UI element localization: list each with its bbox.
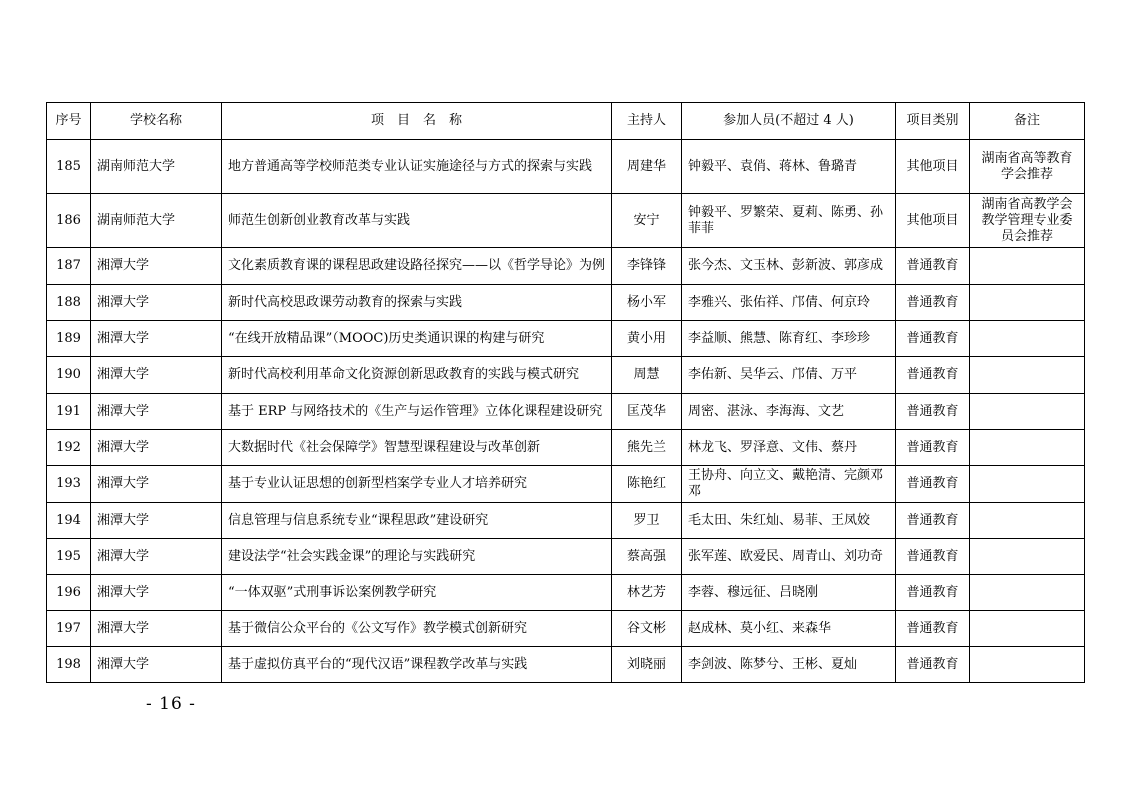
cell-type: 普通教育 [896,466,970,503]
cell-title: 新时代高校利用革命文化资源创新思政教育的实践与模式研究 [222,357,612,394]
cell-school: 湘潭大学 [91,503,222,539]
header-note: 备注 [970,103,1085,140]
cell-no: 194 [47,503,91,539]
table-row [47,321,1085,357]
cell-note [970,539,1085,575]
cell-host: 陈艳红 [612,466,682,503]
cell-type: 普通教育 [896,539,970,575]
cell-title: 基于 ERP 与网络技术的《生产与运作管理》立体化课程建设研究 [222,394,612,430]
cell-members: 李剑波、陈梦兮、王彬、夏灿 [682,647,896,683]
cell-members: 王协舟、向立文、戴艳清、完颜邓邓 [682,466,896,503]
cell-members: 钟毅平、袁俏、蒋林、鲁璐青 [682,140,896,194]
cell-host: 杨小军 [612,285,682,321]
cell-note [970,611,1085,647]
cell-note [970,575,1085,611]
table-row [47,430,1085,466]
cell-members: 周密、湛泳、李海海、文艺 [682,394,896,430]
cell-school: 湘潭大学 [91,321,222,357]
cell-host: 周慧 [612,357,682,394]
project-table [46,102,1085,683]
table-row [47,140,1085,194]
table-row [47,248,1085,285]
cell-host: 林艺芳 [612,575,682,611]
cell-type: 普通教育 [896,647,970,683]
cell-school: 湘潭大学 [91,539,222,575]
cell-no: 185 [47,140,91,194]
cell-type: 普通教育 [896,430,970,466]
cell-title: 基于专业认证思想的创新型档案学专业人才培养研究 [222,466,612,503]
cell-host: 安宁 [612,194,682,248]
cell-type: 普通教育 [896,394,970,430]
cell-note [970,430,1085,466]
cell-note [970,248,1085,285]
cell-members: 张军莲、欧爱民、周青山、刘功奇 [682,539,896,575]
cell-no: 195 [47,539,91,575]
cell-title: 基于虚拟仿真平台的“现代汉语”课程教学改革与实践 [222,647,612,683]
cell-type: 普通教育 [896,321,970,357]
table-row [47,503,1085,539]
cell-type: 普通教育 [896,357,970,394]
cell-no: 188 [47,285,91,321]
cell-host: 李锋锋 [612,248,682,285]
cell-no: 190 [47,357,91,394]
cell-note [970,321,1085,357]
cell-title: 地方普通高等学校师范类专业认证实施途径与方式的探索与实践 [222,140,612,194]
cell-school: 湘潭大学 [91,575,222,611]
cell-type: 其他项目 [896,140,970,194]
table-row [47,466,1085,503]
cell-members: 林龙飞、罗泽意、文伟、蔡丹 [682,430,896,466]
cell-school: 湖南师范大学 [91,194,222,248]
header-school: 学校名称 [91,103,222,140]
cell-members: 毛太田、朱红灿、易菲、王凤姣 [682,503,896,539]
cell-school: 湘潭大学 [91,430,222,466]
cell-title: “一体双驱”式刑事诉讼案例教学研究 [222,575,612,611]
cell-title: 信息管理与信息系统专业“课程思政”建设研究 [222,503,612,539]
cell-host: 匡茂华 [612,394,682,430]
cell-host: 谷文彬 [612,611,682,647]
table-header-row [47,103,1085,140]
cell-type: 其他项目 [896,194,970,248]
cell-members: 钟毅平、罗繁荣、夏莉、陈勇、孙菲菲 [682,194,896,248]
cell-title: 基于微信公众平台的《公文写作》教学模式创新研究 [222,611,612,647]
header-no: 序号 [47,103,91,140]
cell-note: 湖南省高教学会教学管理专业委员会推荐 [970,194,1085,248]
page-number: - 16 - [146,694,196,714]
header-title: 项 目 名 称 [222,103,612,140]
cell-note [970,285,1085,321]
cell-note [970,503,1085,539]
header-host: 主持人 [612,103,682,140]
cell-no: 186 [47,194,91,248]
table-row [47,194,1085,248]
cell-school: 湘潭大学 [91,647,222,683]
cell-note [970,466,1085,503]
cell-title: 新时代高校思政课劳动教育的探索与实践 [222,285,612,321]
cell-type: 普通教育 [896,285,970,321]
header-type: 项目类别 [896,103,970,140]
table-row [47,285,1085,321]
cell-members: 赵成林、莫小红、来森华 [682,611,896,647]
cell-type: 普通教育 [896,575,970,611]
cell-no: 192 [47,430,91,466]
header-members: 参加人员(不超过 4 人) [682,103,896,140]
cell-members: 张今杰、文玉林、彭新波、郭彦成 [682,248,896,285]
table-row [47,575,1085,611]
cell-note [970,647,1085,683]
cell-school: 湘潭大学 [91,466,222,503]
cell-members: 李佑新、吴华云、邝倩、万平 [682,357,896,394]
cell-note [970,394,1085,430]
cell-type: 普通教育 [896,503,970,539]
cell-host: 刘晓丽 [612,647,682,683]
cell-title: 建设法学“社会实践金课”的理论与实践研究 [222,539,612,575]
cell-no: 198 [47,647,91,683]
table-row [47,394,1085,430]
table-row [47,647,1085,683]
cell-school: 湘潭大学 [91,285,222,321]
cell-title: 文化素质教育课的课程思政建设路径探究——以《哲学导论》为例 [222,248,612,285]
cell-host: 熊先兰 [612,430,682,466]
cell-title: 师范生创新创业教育改革与实践 [222,194,612,248]
cell-school: 湘潭大学 [91,357,222,394]
cell-school: 湘潭大学 [91,394,222,430]
cell-no: 196 [47,575,91,611]
cell-school: 湘潭大学 [91,611,222,647]
cell-no: 197 [47,611,91,647]
cell-no: 189 [47,321,91,357]
table-row [47,611,1085,647]
cell-host: 周建华 [612,140,682,194]
table-row [47,539,1085,575]
cell-note: 湖南省高等教育学会推荐 [970,140,1085,194]
cell-title: “在线开放精品课”（MOOC)历史类通识课的构建与研究 [222,321,612,357]
cell-type: 普通教育 [896,611,970,647]
cell-school: 湘潭大学 [91,248,222,285]
cell-members: 李雅兴、张佑祥、邝倩、何京玲 [682,285,896,321]
cell-members: 李益顺、熊慧、陈育红、李珍珍 [682,321,896,357]
cell-type: 普通教育 [896,248,970,285]
cell-no: 191 [47,394,91,430]
cell-no: 193 [47,466,91,503]
cell-host: 蔡高强 [612,539,682,575]
cell-title: 大数据时代《社会保障学》智慧型课程建设与改革创新 [222,430,612,466]
table-body [47,140,1085,683]
cell-host: 黄小用 [612,321,682,357]
cell-note [970,357,1085,394]
cell-school: 湖南师范大学 [91,140,222,194]
cell-no: 187 [47,248,91,285]
cell-members: 李蓉、穆远征、吕晓刚 [682,575,896,611]
table-row [47,357,1085,394]
cell-host: 罗卫 [612,503,682,539]
